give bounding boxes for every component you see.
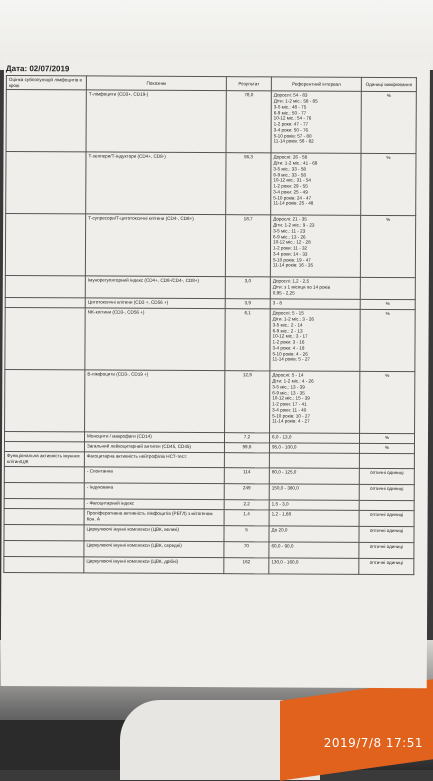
reference-line: 5-10 років: 57 - 80 xyxy=(273,133,312,139)
reference-line: 6-9 міс.: 13 - 26 xyxy=(273,234,306,240)
reference-line: 3-4 роки: 50 - 76 xyxy=(273,127,309,133)
unit-cell: % xyxy=(360,372,415,434)
table-row xyxy=(5,370,415,434)
parameter-name: - Спонтанна xyxy=(84,467,224,484)
table-row xyxy=(4,556,414,574)
result-value: 18,7 xyxy=(225,215,270,277)
row-group-cell xyxy=(4,482,84,498)
reference-interval: 1,2 - 1,68 xyxy=(269,510,359,526)
result-value: 3,9 xyxy=(225,299,270,309)
row-group-cell xyxy=(4,540,84,556)
parameter-name: Цитотоксичні клітини (CD3 +, CD56 +) xyxy=(85,298,225,309)
reference-line: 11-14 років: 25 - 48 xyxy=(273,200,314,206)
result-value: 5 xyxy=(224,526,269,542)
parameter-name: Загальний лейкоцитарний антиген (CD45, CD45) xyxy=(84,442,224,453)
reference-interval: 60,0 - 90,0 xyxy=(269,542,359,558)
unit-cell: оптичні одиниці xyxy=(359,484,414,500)
column-header: Одиниці вимірювання xyxy=(361,77,416,92)
row-group-cell xyxy=(4,498,84,508)
column-header: Референтний інтервал xyxy=(271,77,361,92)
reference-interval: 1,5 - 3,0 xyxy=(269,500,359,510)
result-value: 56,3 xyxy=(226,153,271,215)
table-row xyxy=(5,276,415,300)
reference-line: 3-5 міс.: 2 - 14 xyxy=(272,322,303,328)
reference-line: 6,0 - 13,0 xyxy=(272,434,292,440)
result-value: 114 xyxy=(224,468,269,484)
unit-cell: оптичні одиниці xyxy=(359,558,414,574)
unit-cell xyxy=(359,500,414,510)
column-header: Результат xyxy=(226,77,271,92)
reference-line: Дорослі: 5 - 14 xyxy=(272,372,304,379)
reference-interval xyxy=(269,453,359,468)
reference-line: 5-10 років: 4 - 26 xyxy=(272,351,308,357)
parameter-name: Імунорегуляторний індекс (CD4+, CD8-/CD4-, CD8+) xyxy=(85,276,225,299)
reference-interval xyxy=(270,371,360,433)
table-row xyxy=(5,214,415,278)
reference-interval xyxy=(270,215,360,277)
parameter-name: - Індукована xyxy=(84,483,224,500)
parameter-name: Фагоцитарна активність нейтрофілів НСТ-тест: xyxy=(84,452,224,467)
row-group-cell xyxy=(4,442,84,452)
reference-line: 1-2 роки: 3 - 16 xyxy=(272,339,305,345)
column-header: Показник xyxy=(86,76,226,91)
reference-line: Дорослі: 1,2 - 2,5 xyxy=(272,278,310,285)
row-group-cell xyxy=(5,298,85,308)
row-group-cell xyxy=(4,524,84,540)
reference-line: 5-10 років: 10 - 27 xyxy=(272,413,311,419)
results-table xyxy=(3,75,417,575)
reference-line: Діти: 1-2 міс.: 41 - 68 xyxy=(273,160,318,166)
reference-line: Діти: 1-2 міс.: 3 - 26 xyxy=(272,316,314,322)
result-value: 70 xyxy=(224,542,269,558)
reference-line: 10-12 міс.: 3 - 17 xyxy=(272,333,308,339)
reference-line: 6-9 міс.: 13 - 35 xyxy=(272,390,305,396)
row-group-cell xyxy=(5,308,85,370)
reference-interval xyxy=(270,309,360,371)
reference-line: 5-10 років: 19 - 47 xyxy=(272,257,311,263)
reference-line: 1-2 роки: 11 - 32 xyxy=(272,245,308,251)
parameter-name: Т-хелпери/Т-індуктори (CD4+, CD8-) xyxy=(86,152,226,215)
reference-line: 3-4 роки: 4 - 18 xyxy=(272,345,305,351)
reference-line: 11-14 років: 16 - 35 xyxy=(272,262,314,268)
reference-line: 3 - 8 xyxy=(272,300,282,306)
row-group-cell xyxy=(6,90,86,152)
reference-line: 11-14 років: 58 - 82 xyxy=(273,138,314,144)
parameter-name: - Фагоцитарний індекс xyxy=(84,499,224,510)
result-value: 99,6 xyxy=(224,443,269,453)
reference-interval: 80,0 - 125,0 xyxy=(269,468,359,484)
unit-cell xyxy=(360,278,415,300)
row-group-cell xyxy=(6,152,86,214)
results-body xyxy=(4,90,417,575)
unit-cell xyxy=(359,454,414,469)
group-header xyxy=(6,76,86,91)
table-row xyxy=(5,308,415,372)
parameter-name: В-лімфоцити (CD3-, CD19 +) xyxy=(85,370,225,433)
reference-line: 10-12 міс.: 31 - 54 xyxy=(273,177,312,184)
photo-timestamp: 2019/7/8 17:51 xyxy=(323,736,423,750)
reference-interval xyxy=(270,277,360,299)
reference-line: 6-9 міс.: 50 - 77 xyxy=(273,110,307,116)
reference-interval xyxy=(271,153,361,215)
row-group-cell xyxy=(4,432,84,442)
reference-line: 3-4 роки: 14 - 33 xyxy=(272,251,308,257)
unit-cell: % xyxy=(360,300,415,310)
functional-group-label: Функціональна активність імунних клітин/ЦІК xyxy=(6,453,80,465)
result-value: 1,4 xyxy=(224,510,269,526)
reference-line: 11-14 років: 5 - 27 xyxy=(272,356,311,362)
parameter-name: Циркулюючі імунні комплекси (ЦВК, середні) xyxy=(84,541,224,558)
reference-line: 0,95 - 2,25 xyxy=(272,290,295,296)
reference-line: Дорослі: 54 - 83 xyxy=(273,92,308,99)
reference-line: 3-5 міс.: 13 - 39 xyxy=(272,384,305,390)
unit-cell: % xyxy=(360,310,415,372)
result-value: 6,1 xyxy=(225,309,270,371)
result-value: 7,2 xyxy=(224,433,269,443)
unit-cell: % xyxy=(360,216,415,278)
row-group-cell xyxy=(5,370,85,432)
parameter-name: Т-лімфоцити (CD3+, CD19-) xyxy=(86,90,226,153)
reference-line: Дорослі: 5 - 15 xyxy=(272,310,304,317)
reference-line: 95,0 - 100,0 xyxy=(271,444,297,451)
reference-line: 1-2 роки: 17 - 41 xyxy=(272,401,307,407)
reference-line: Дорослі: 26 - 58 xyxy=(273,154,308,161)
unit-cell: % xyxy=(359,444,414,454)
report-date: Дата: 02/07/2019 xyxy=(5,64,70,74)
table-row xyxy=(6,90,416,154)
reference-interval: 130,0 - 160,0 xyxy=(269,558,359,574)
row-group-cell xyxy=(5,276,85,298)
shadow-area xyxy=(0,720,140,770)
parameter-name: Циркулюючі імунні комплекси (ЦВК, дрібні) xyxy=(84,557,224,574)
reference-line: 1-2 роки: 29 - 55 xyxy=(273,183,308,189)
unit-cell: оптичні одиниці xyxy=(359,510,414,526)
reference-interval xyxy=(270,299,360,309)
result-value: 162 xyxy=(224,558,269,574)
lab-report-sheet xyxy=(1,58,430,688)
result-value xyxy=(224,453,269,468)
reference-line: Діти: 1-2 міс.: 4 - 26 xyxy=(272,378,314,384)
reference-line: 3-5 міс.: 33 - 58 xyxy=(273,166,306,172)
parameter-name: NK-клітини (CD3-, CD56 +) xyxy=(85,308,225,371)
row-group-cell xyxy=(5,214,85,276)
reference-line: 3-4 роки: 11 - 40 xyxy=(272,407,307,413)
unit-cell: оптичні одиниці xyxy=(359,542,414,558)
row-group-cell xyxy=(4,452,84,467)
reference-interval xyxy=(269,443,359,453)
unit-cell: оптичні одиниці xyxy=(359,526,414,542)
reference-line: 6-9 міс.: 2 - 13 xyxy=(272,328,303,334)
reference-line: Діти: з 1 місяця по 14 років xyxy=(272,284,331,290)
unit-cell: % xyxy=(361,92,416,154)
reference-line: 10-12 міс.: 12 - 28 xyxy=(273,239,311,246)
unit-cell: % xyxy=(359,434,414,444)
unit-cell: % xyxy=(361,154,416,216)
reference-line: Діти: 1-2 міс.: 58 - 85 xyxy=(273,98,318,104)
result-value: 3,0 xyxy=(225,277,270,299)
reference-line: Дорослі: 21 - 35 xyxy=(273,216,307,223)
reference-line: 3-4 роки: 25 - 49 xyxy=(273,189,308,195)
result-value: 12,9 xyxy=(225,371,270,433)
result-value: 249 xyxy=(224,484,269,500)
parameter-name: Т-супресори/Т-цитотоксичні клітини (CD4-, CD8+) xyxy=(85,214,225,277)
table-row xyxy=(6,152,416,216)
result-value: 2,2 xyxy=(224,500,269,510)
reference-interval xyxy=(271,91,361,153)
reference-line: 1-2 роки: 47 - 77 xyxy=(273,121,309,127)
reference-line: Діти: 1-2 міс.: 9 - 23 xyxy=(273,222,315,228)
parameter-name: Циркулюючі імунні комплекси (ЦВК, великі) xyxy=(84,525,224,542)
result-value: 78,0 xyxy=(226,91,271,153)
group-label: Оцінка субпопуляцій лімфоцитів в крові xyxy=(8,77,82,88)
reference-line: 5-10 років: 24 - 47 xyxy=(273,195,312,201)
reference-line: 3-5 міс.: 11 - 23 xyxy=(273,228,306,234)
reference-interval: 150,0 - 380,0 xyxy=(269,484,359,500)
reference-line: 10-12 міс.: 54 - 76 xyxy=(273,115,312,122)
reference-line: 3-5 міс.: 48 - 75 xyxy=(273,104,307,110)
parameter-name: Моноцити / макрофаги (CD14) xyxy=(84,432,224,443)
unit-cell: оптичні одиниці xyxy=(359,468,414,484)
parameter-name: Проліферативна активність лімфоцитів (РБТЛ) з мітогеном Кон. А xyxy=(84,509,224,526)
reference-line: 10-12 міс.: 15 - 39 xyxy=(272,395,310,402)
row-group-cell xyxy=(4,508,84,524)
row-group-cell xyxy=(4,556,84,572)
reference-line: 11-14 років: 4 - 27 xyxy=(272,418,310,424)
row-group-cell xyxy=(4,466,84,482)
reference-interval xyxy=(269,433,359,443)
reference-interval: До 20,0 xyxy=(269,526,359,542)
reference-line: 6-9 міс.: 33 - 58 xyxy=(273,172,306,178)
